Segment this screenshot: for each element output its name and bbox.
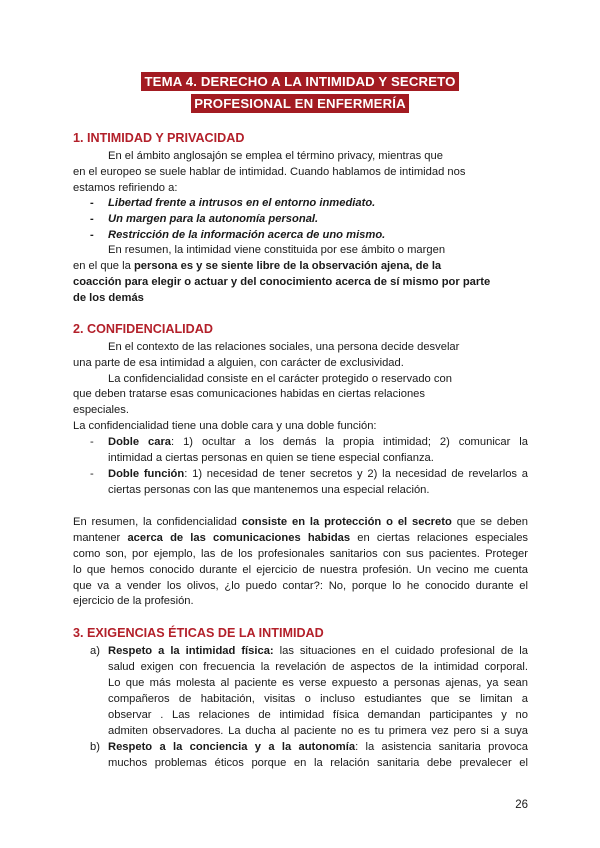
s1-p1-line3: estamos refiriendo a: — [73, 182, 178, 194]
s3-a-line1: Respeto a la intimidad física: las situaciones en el cuidado profesional de la — [108, 645, 528, 657]
section-1-heading: 1. INTIMIDAD Y PRIVACIDAD — [73, 131, 245, 145]
s3-a-line2: salud exigen con frecuencia la revelación de aspectos de la intimidad corporal. — [108, 661, 528, 673]
document-page: TEMA 4. DERECHO A LA INTIMIDAD Y SECRETO PROFESIONAL EN ENFERMERÍA 1. INTIMIDAD Y PRIVACIDAD En el ámbito anglosajón se emplea el término privacy, mientras que en el europeo se suele hablar de intimidad. Cuando hablamos de intimidad nos estamos refiriendo a: - Libertad frente a intrusos en el entorno inmediato. - Un margen para la autonomía personal. - Restricción de la información acerca de uno mismo. En resumen, la intimidad viene constituida por ese ámbito o margen en el que la persona es y se siente libre de la observación ajena, de la coacción para elegir o actuar y del conocimiento acerca de sí mismo por parte de los demás 2. CONFIDENCIALIDAD En el contexto de las relaciones sociales, una persona decide desvelar una parte de esa intimidad a alguien, con carácter de exclusividad. La confidencialidad consiste en el carácter protegido o reservado con que deben tratarse esas comunicaciones habidas en ciertas relaciones especiales. La confidencialidad tiene una doble cara y una doble función: - Doble cara: 1) ocultar a los demás la propia intimidad; 2) comunicar la intimidad a ciertas personas en quien se tiene especial confianza. - Doble función: 1) necesidad de tener secretos y 2) la necesidad de revelarlos a ciertas personas con las que mantenemos una especial relación. En resumen, la confidencialidad consiste en la protección o el secreto que se deben mantener acerca de las comunicaciones habidas en ciertas relaciones especiales como son, por ejemplo, las de los profesionales sanitarios con sus pacientes. Proteger lo que hemos conocido durante el ejercicio de nuestra profesión. Un vecino me cuenta que va a vender los olivos, ¿lo puedo contar?: No, porque lo he conocido durante el ejercicio de la profesión. 3. EXIGENCIAS ÉTICAS DE LA INTIMIDAD a) Respeto a la intimidad física: las situaciones en el cuidado profesional de la salud exigen con frecuencia la revelación de aspectos de la intimidad corporal. Lo que más molesta al paciente es verse expuesto a personas ajenas, ya sean compañeros de habitación, visitas o incluso estudiantes que se limitan a observar . Las relaciones de intimidad física demandan participantes y no admiten observadores. La ducha al paciente no es tu primera vez pero si a suya b) Respeto a la conciencia y a la autonomía: la asistencia sanitaria provoca muchos problemas éticos porque en la relación sanitaria debe prevalecer el 26 — [0, 0, 600, 848]
s2-p4-line3: como son, por ejemplo, las de los profesionales sanitarios con sus pacientes. Proteger — [73, 548, 528, 560]
list-item: Libertad frente a intrusos en el entorno inmediato. — [108, 197, 376, 209]
s2-p4-line4: lo que hemos conocido durante el ejercicio de nuestra profesión. Un vecino me cuenta — [73, 564, 528, 576]
s1-p2-line3: coacción para elegir o actuar y del conocimiento acerca de sí mismo por parte — [73, 276, 491, 288]
s3-b-line1: Respeto a la conciencia y a la autonomía: la asistencia sanitaria provoca — [108, 741, 528, 753]
section-3-heading: 3. EXIGENCIAS ÉTICAS DE LA INTIMIDAD — [73, 626, 324, 640]
s2-p1-line2: una parte de esa intimidad a alguien, con carácter de exclusividad. — [73, 357, 404, 369]
list-item: Un margen para la autonomía personal. — [108, 213, 319, 225]
title-line-2: PROFESIONAL EN ENFERMERÍA — [191, 94, 409, 113]
s2-p2-line1: La confidencialidad consiste en el carácter protegido o reservado con — [108, 373, 452, 385]
s2-p2-line3: especiales. — [73, 404, 129, 416]
title-line-1: TEMA 4. DERECHO A LA INTIMIDAD Y SECRETO — [141, 72, 458, 91]
s1-p2-line2: en el que la persona es y se siente libre de la observación ajena, de la — [73, 260, 442, 272]
list-item: Doble cara: 1) ocultar a los demás la propia intimidad; 2) comunicar la — [108, 436, 528, 448]
s2-p1-line1: En el contexto de las relaciones sociales, una persona decide desvelar — [108, 341, 460, 353]
list-item: Doble función: 1) necesidad de tener secretos y 2) la necesidad de revelarlos a — [108, 468, 528, 480]
s3-a-line4: compañeros de habitación, visitas o incluso estudiantes que se limitan a — [108, 693, 528, 705]
s3-a-line3: Lo que más molesta al paciente es verse expuesto a personas ajenas, ya sean — [108, 677, 528, 689]
s3-b-line2: muchos problemas éticos porque en la relación sanitaria debe prevalecer el — [108, 757, 528, 769]
section-2-heading: 2. CONFIDENCIALIDAD — [73, 322, 213, 336]
s2-p4-line2: mantener acerca de las comunicaciones habidas en ciertas relaciones especiales — [73, 532, 529, 544]
list-item-cont: intimidad a ciertas personas en quien se tiene especial confianza. — [108, 452, 434, 464]
s2-p2-line2: que deben tratarse esas comunicaciones habidas en ciertas relaciones — [73, 388, 425, 400]
s2-p4-line6: ejercicio de la profesión. — [73, 595, 194, 607]
s3-a-line5: observar . Las relaciones de intimidad física demandan participantes y no — [108, 709, 528, 721]
s2-p4-line1: En resumen, la confidencialidad consiste en la protección o el secreto que se deben — [73, 516, 529, 528]
s2-p3: La confidencialidad tiene una doble cara y una doble función: — [73, 420, 377, 432]
page-number: 26 — [515, 799, 528, 811]
s2-p4-line5: que va a vender los olivos, ¿lo puedo contar?: No, porque lo he conocido durante el — [73, 580, 528, 592]
list-item: Restricción de la información acerca de uno mismo. — [108, 229, 386, 241]
s1-p1-line2: en el europeo se suele hablar de intimidad. Cuando hablamos de intimidad nos — [73, 166, 466, 178]
s1-p2-line4: de los demás — [73, 292, 144, 304]
document-title — [0, 72, 600, 113]
s1-p2-line1: En resumen, la intimidad viene constituida por ese ámbito o margen — [108, 244, 446, 256]
list-item-cont: ciertas personas con las que mantenemos una especial relación. — [108, 484, 430, 496]
s1-p1-line1: En el ámbito anglosajón se emplea el término privacy, mientras que — [108, 150, 443, 162]
s3-a-line6: admiten observadores. La ducha al paciente no es tu primera vez pero si a suya — [108, 725, 528, 737]
